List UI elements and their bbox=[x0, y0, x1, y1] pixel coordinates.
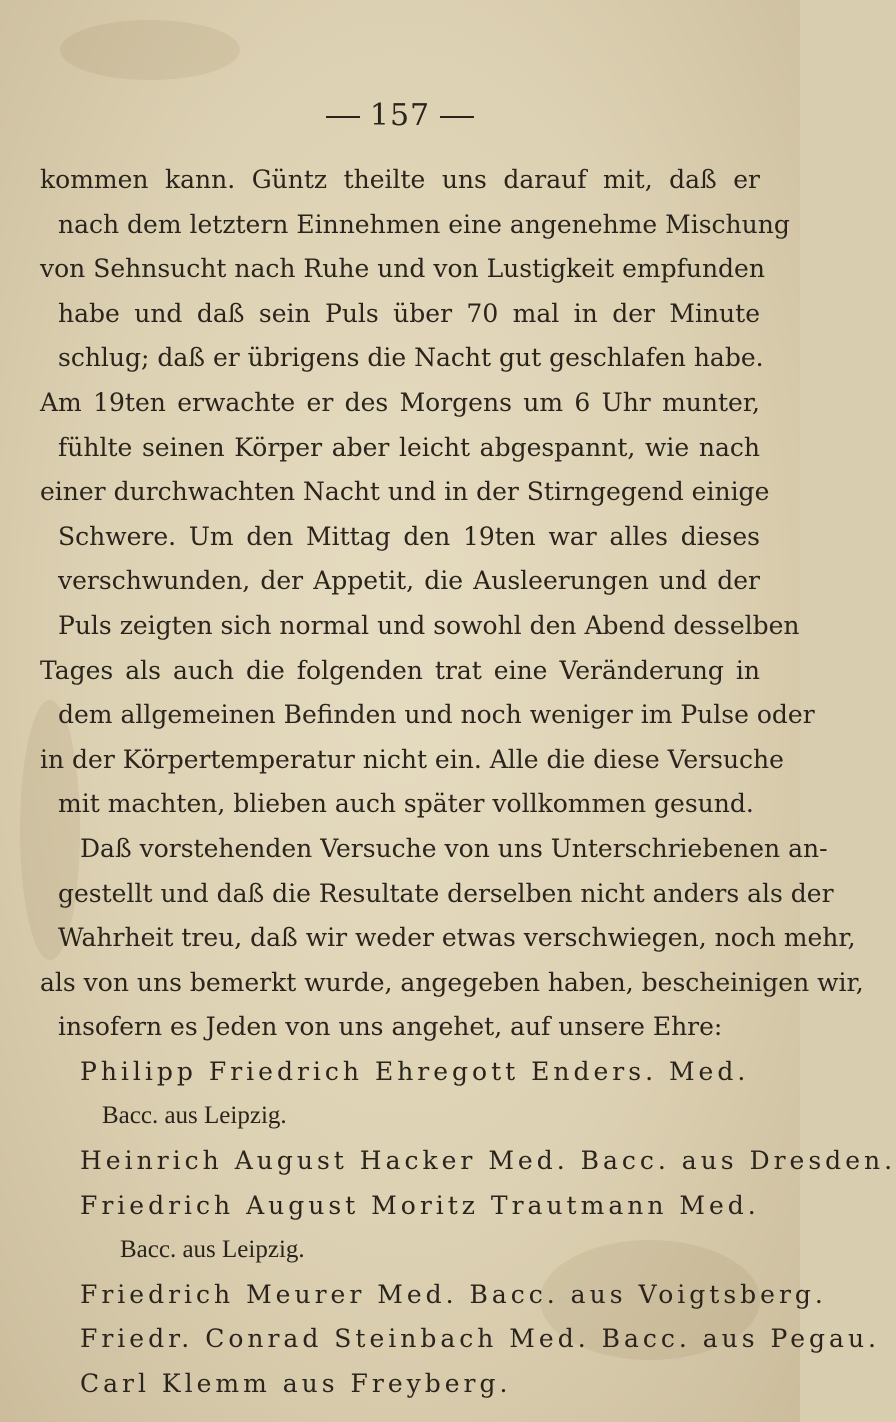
signatory-line: Carl Klemm aus Freyberg. bbox=[80, 1369, 512, 1399]
signatory-line: Bacc. aus Leipzig. bbox=[120, 1236, 305, 1264]
text-line: kommen kann. Güntz theilte uns darauf mit, daß er bbox=[40, 165, 760, 194]
text-line: Tages als auch die folgenden trat eine Veränderung in bbox=[40, 655, 760, 685]
text-line: als von uns bemerkt wurde, angegeben haben, bescheinigen wir, bbox=[40, 967, 864, 997]
signatory-line: Heinrich August Hacker Med. Bacc. aus Dresden. bbox=[80, 1146, 896, 1176]
body-text bbox=[40, 158, 896, 1407]
text-line: fühlte seinen Körper aber leicht abgespannt, wie nach bbox=[58, 432, 760, 462]
text-line: verschwunden, der Appetit, die Ausleerungen und der bbox=[58, 566, 760, 596]
page-number: 157 bbox=[369, 98, 431, 133]
text-line: von Sehnsucht nach Ruhe und von Lustigkeit empfunden bbox=[40, 254, 765, 284]
text-line: Am 19ten erwachte er des Morgens um 6 Uhr munter, bbox=[40, 387, 760, 417]
signatory-line: Friedrich August Moritz Trautmann Med. bbox=[80, 1190, 760, 1220]
text-line: nach dem letztern Einnehmen eine angenehme Mischung bbox=[58, 209, 790, 239]
text-line: gestellt und daß die Resultate derselben nicht anders als der bbox=[58, 878, 834, 908]
signatory-line: Friedr. Conrad Steinbach Med. Bacc. aus Pegau. bbox=[80, 1324, 880, 1354]
text-line: dem allgemeinen Befinden und noch weniger im Pulse oder bbox=[58, 700, 815, 730]
text-line: Wahrheit treu, daß wir weder etwas verschwiegen, noch mehr, bbox=[58, 923, 856, 953]
page-header bbox=[0, 98, 800, 133]
signatory-line: Bacc. aus Leipzig. bbox=[102, 1102, 287, 1130]
text-line: in der Körpertemperatur nicht ein. Alle die diese Versuche bbox=[40, 744, 784, 774]
text-line: einer durchwachten Nacht und in der Stirngegend einige bbox=[40, 477, 770, 507]
text-line: Daß vorstehenden Versuche von uns Unterschriebenen an- bbox=[80, 833, 828, 863]
text-line: habe und daß sein Puls über 70 mal in der Minute bbox=[58, 298, 760, 328]
text-line: Schwere. Um den Mittag den 19ten war alles dieses bbox=[58, 521, 760, 551]
text-line: insofern es Jeden von uns angehet, auf unsere Ehre: bbox=[58, 1012, 723, 1042]
signatory-line: Philipp Friedrich Ehregott Enders. Med. bbox=[80, 1056, 750, 1086]
text-line: mit machten, blieben auch später vollkommen gesund. bbox=[58, 789, 754, 819]
header-dash-left bbox=[326, 116, 360, 118]
signatory-line: Friedrich Meurer Med. Bacc. aus Voigtsberg. bbox=[80, 1279, 827, 1309]
text-line: schlug; daß er übrigens die Nacht gut geschlafen habe. bbox=[58, 343, 764, 373]
paper-stain bbox=[60, 20, 240, 80]
text-line: Puls zeigten sich normal und sowohl den Abend desselben bbox=[58, 610, 800, 640]
header-dash-right bbox=[440, 116, 474, 118]
